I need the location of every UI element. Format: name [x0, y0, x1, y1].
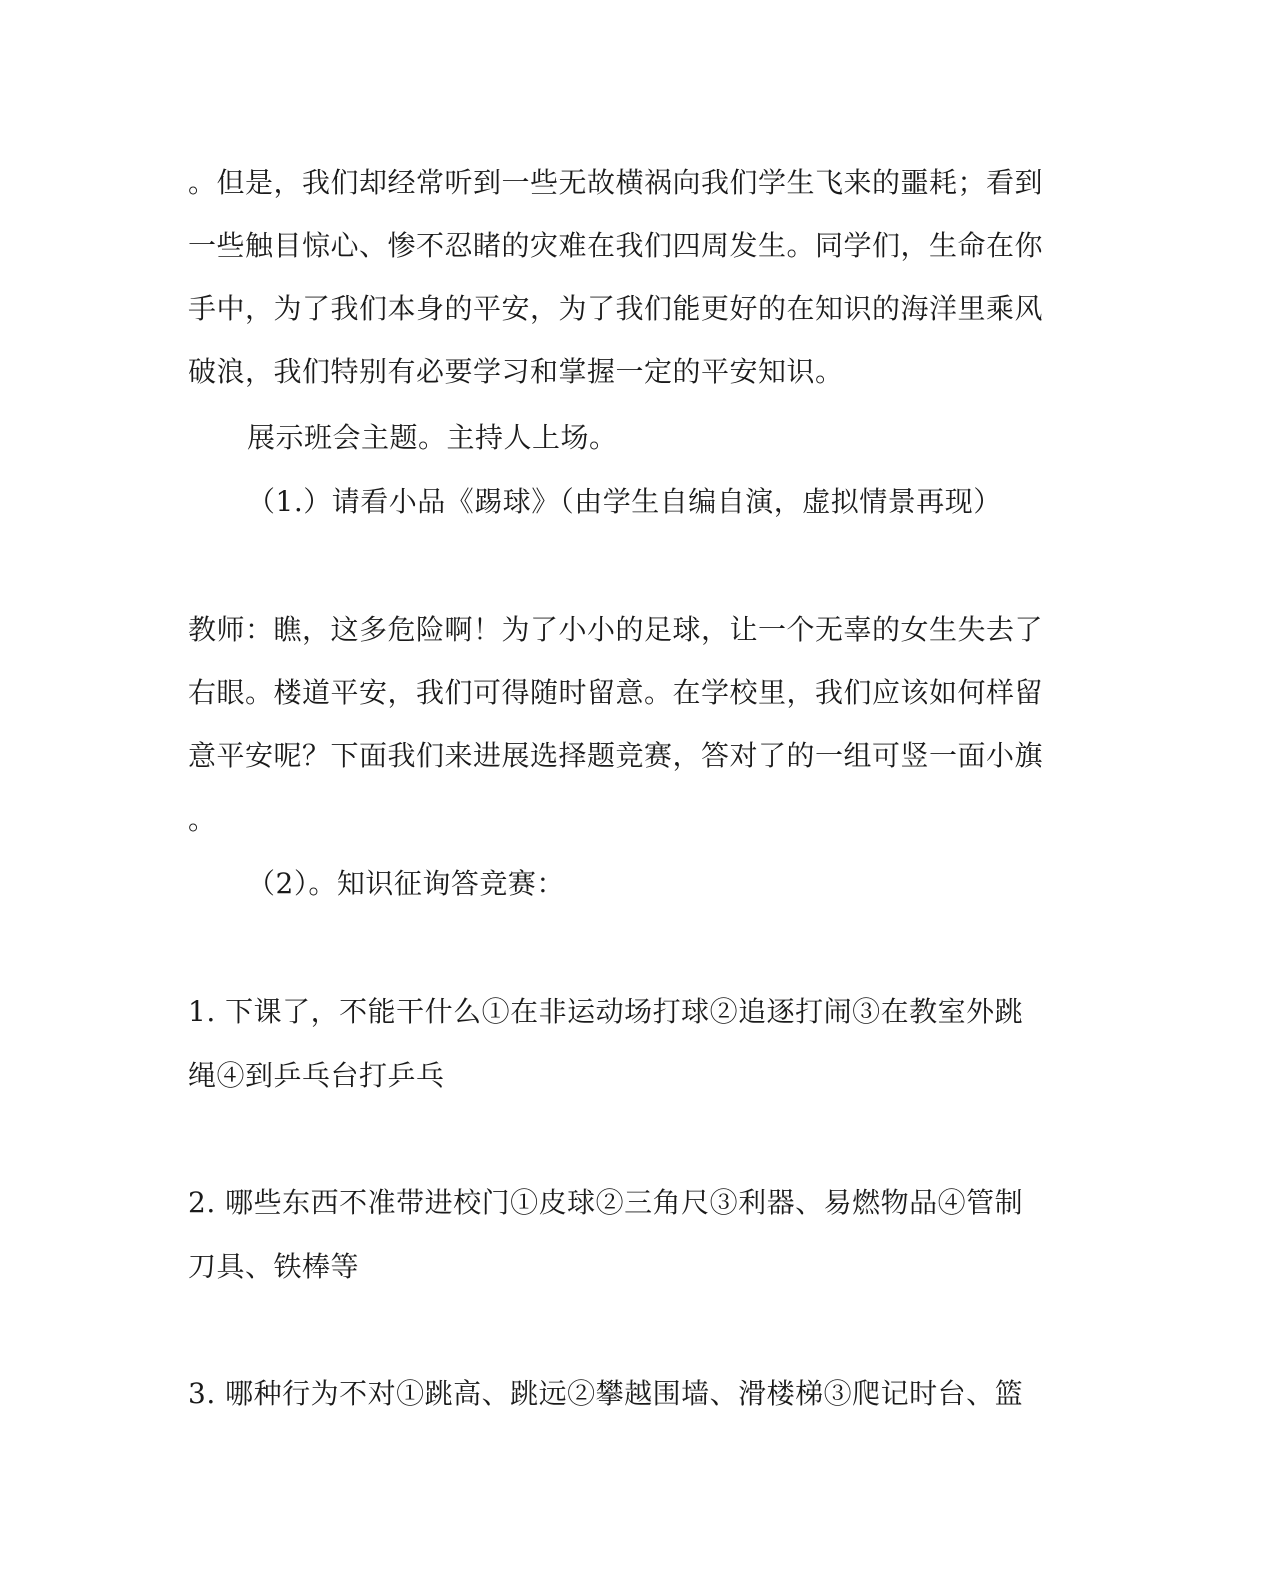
question-3-line-1: 3. 哪种行为不对①跳高、跳远②攀越围墙、滑楼梯③爬记时台、篮 [188, 1377, 1024, 1410]
paragraph-line-3: 手中，为了我们本身的平安，为了我们能更好的在知识的海洋里乘风 [188, 292, 1044, 325]
teacher-line-4: 。 [188, 803, 217, 836]
teacher-line-1: 教师：瞧，这多危险啊！为了小小的足球，让一个无辜的女生失去了 [188, 613, 1044, 646]
question-2-line-1: 2. 哪些东西不准带进校门①皮球②三角尺③利器、易燃物品④管制 [188, 1186, 1024, 1219]
question-1-line-1: 1. 下课了，不能干什么①在非运动场打球②追逐打闹③在教室外跳 [188, 995, 1024, 1028]
section-2-heading: （2）。知识征询答竞赛： [247, 867, 565, 900]
paragraph-line-1: 。但是，我们却经常听到一些无故横祸向我们学生飞来的噩耗；看到 [188, 166, 1044, 199]
section-1-heading: （1.）请看小品《踢球》（由学生自编自演，虚拟情景再现） [247, 485, 1002, 518]
teacher-line-3: 意平安呢？下面我们来进展选择题竞赛，答对了的一组可竖一面小旗 [188, 739, 1044, 772]
class-theme-line: 展示班会主题。主持人上场。 [247, 421, 618, 454]
paragraph-line-2: 一些触目惊心、惨不忍睹的灾难在我们四周发生。同学们，生命在你 [188, 229, 1044, 262]
paragraph-line-4: 破浪，我们特别有必要学习和掌握一定的平安知识。 [188, 355, 844, 388]
teacher-line-2: 右眼。楼道平安，我们可得随时留意。在学校里，我们应该如何样留 [188, 676, 1044, 709]
question-2-line-2: 刀具、铁棒等 [188, 1250, 360, 1283]
question-1-line-2: 绳④到乒乓台打乒乓 [188, 1059, 445, 1092]
